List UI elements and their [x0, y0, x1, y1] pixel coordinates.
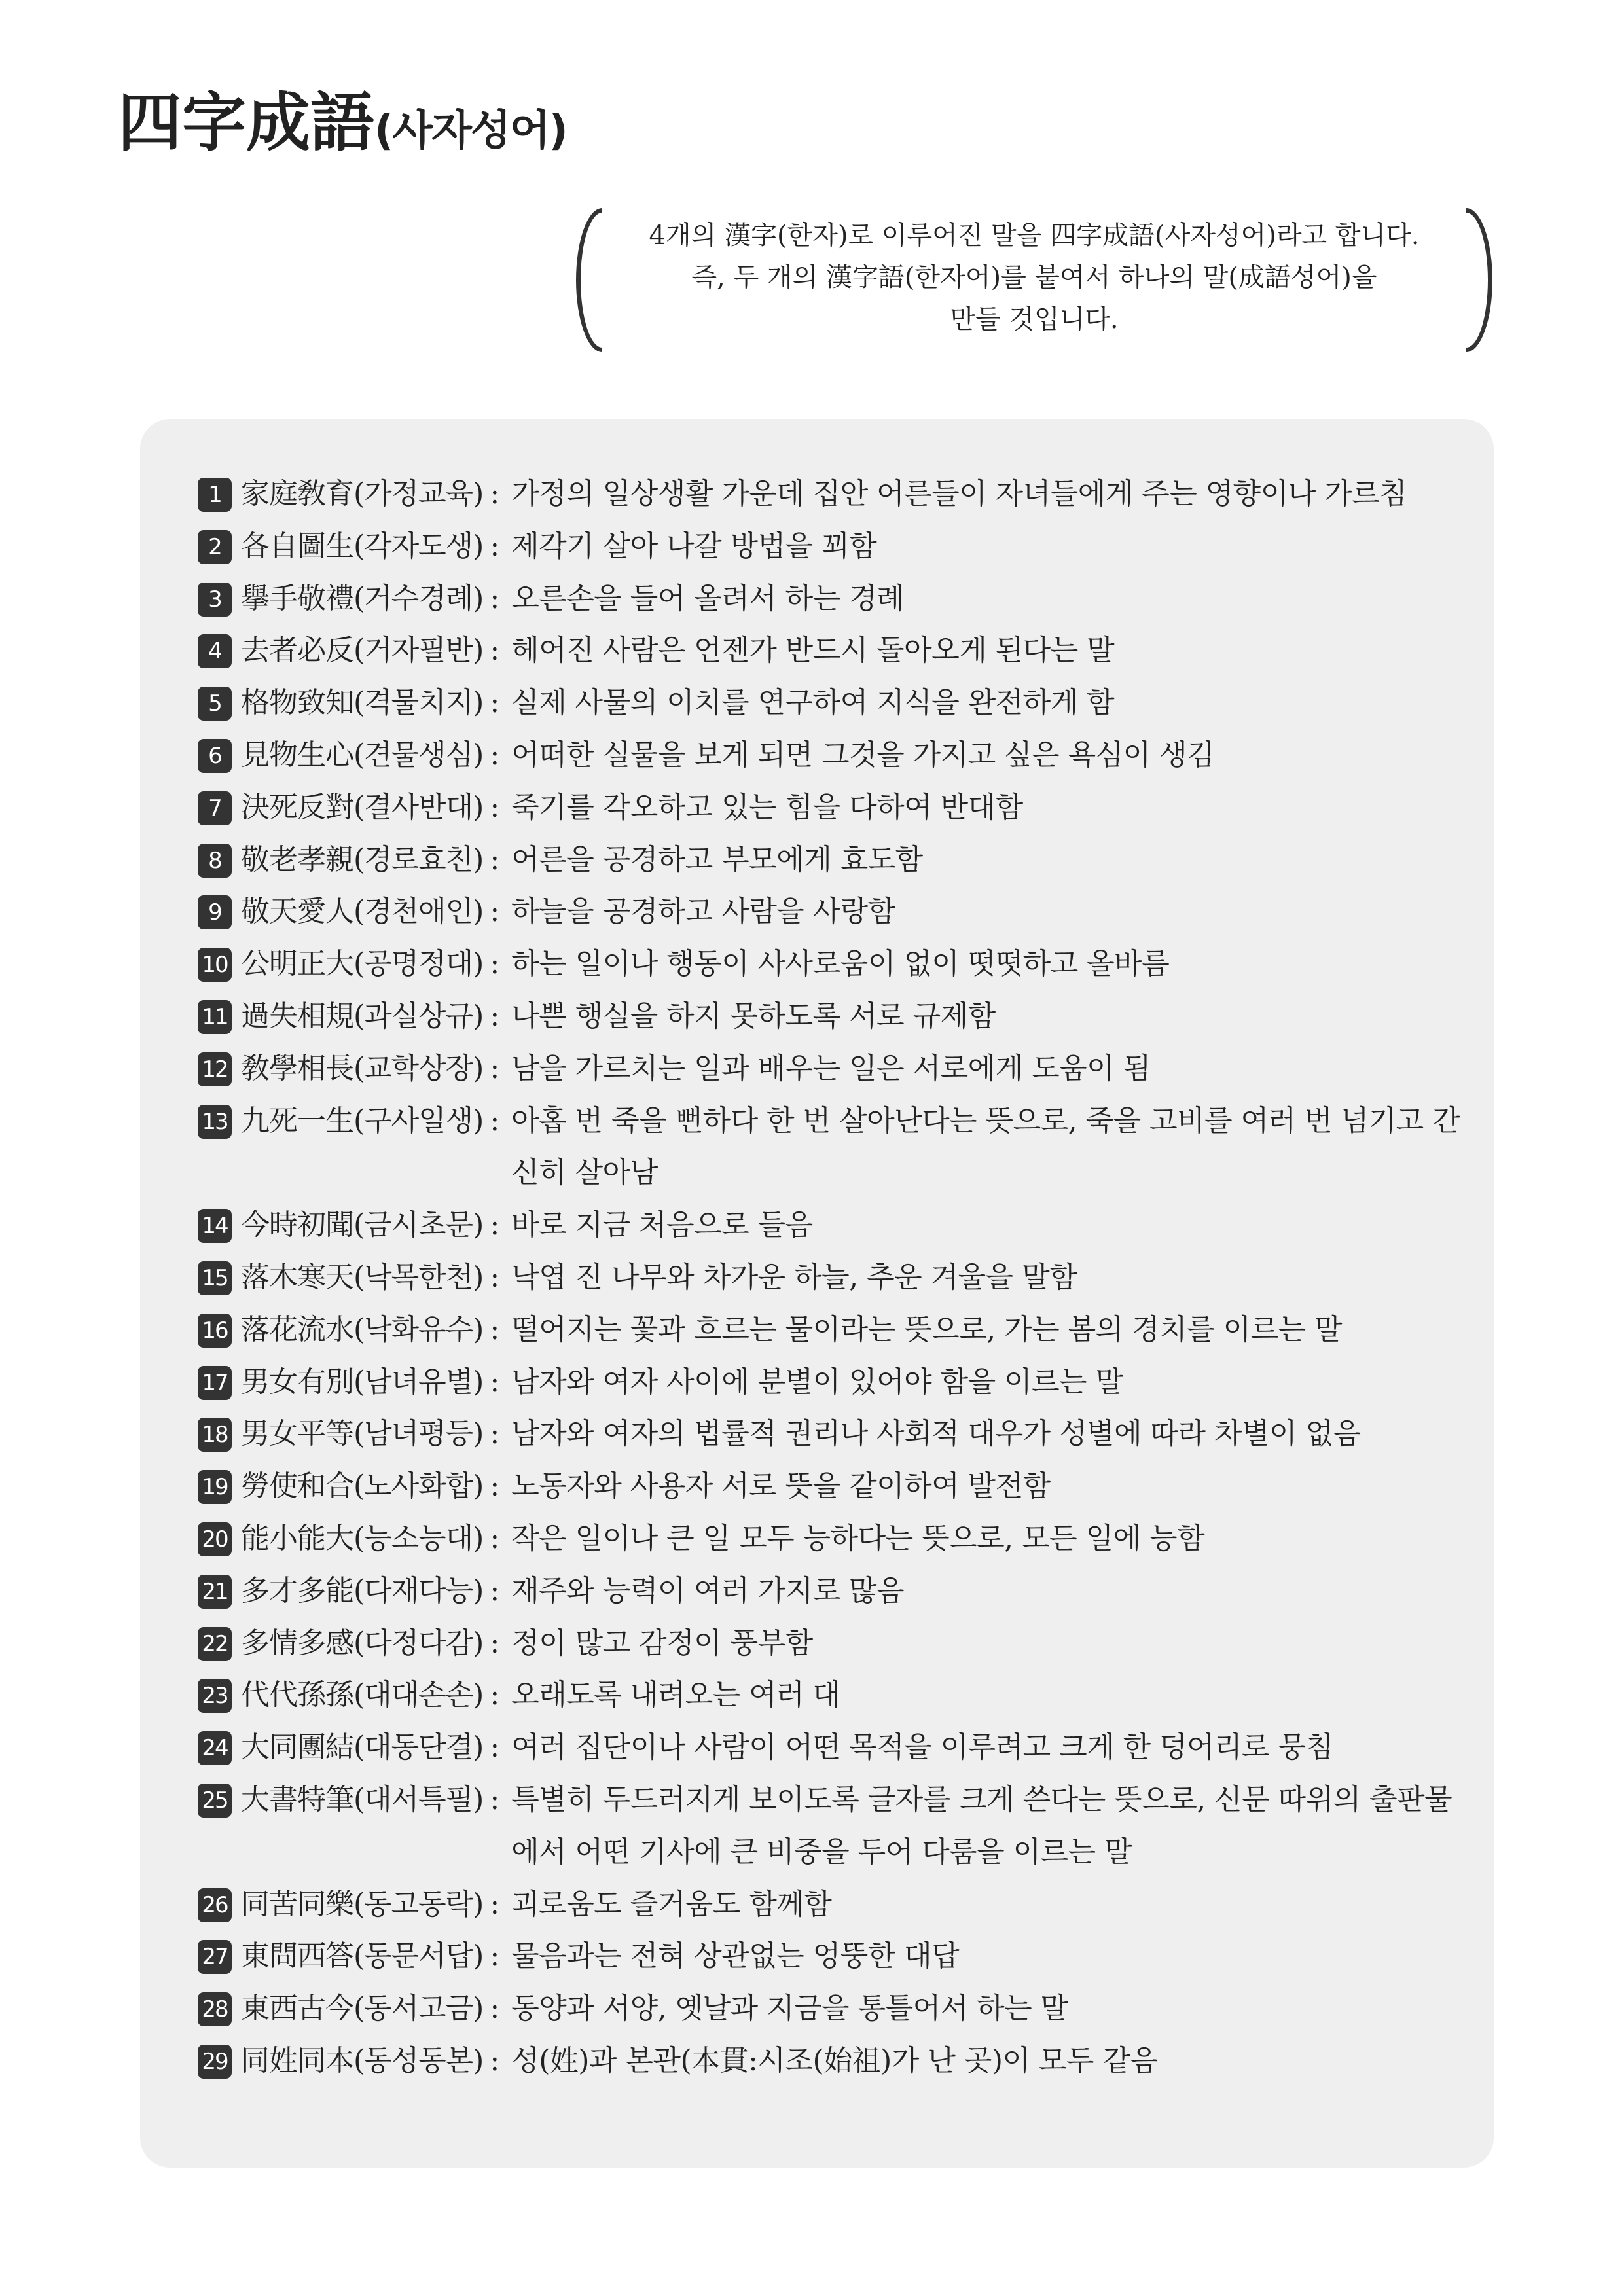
idiom-entry — [198, 1774, 1474, 1878]
idiom-definition: 바로 지금 처음으로 들음 — [511, 1208, 813, 1242]
entry-number-badge: 12 — [198, 1052, 232, 1086]
idiom-entry — [198, 1878, 1474, 1931]
idiom-definition: 괴로움도 즐거움도 함께함 — [511, 1887, 832, 1921]
idiom-definition: 하늘을 공경하고 사람을 사랑함 — [511, 895, 895, 929]
entry-number-badge: 6 — [198, 739, 232, 773]
intro-line: 즉, 두 개의 漢字語(한자어)를 붙여서 하나의 말(成語성어)을 — [691, 262, 1377, 293]
idiom-term: 過失相規(과실상규) — [241, 999, 484, 1033]
idiom-term: 敎學相長(교학상장) — [241, 1051, 484, 1085]
idiom-entry — [198, 1304, 1474, 1356]
idiom-term: 同姓同本(동성동본) — [241, 2043, 484, 2077]
idiom-head — [198, 1408, 511, 1460]
intro-box — [576, 208, 1492, 357]
entry-number-badge: 17 — [198, 1366, 232, 1400]
idiom-entry — [198, 834, 1474, 886]
idiom-definition: 물음과는 전혀 상관없는 엉뚱한 대답 — [511, 1939, 960, 1973]
entry-number-badge: 3 — [198, 583, 232, 617]
idiom-term: 家庭敎育(가정교육) — [241, 477, 484, 511]
idiom-definition: 나쁜 행실을 하지 못하도록 서로 규제함 — [511, 999, 996, 1033]
idiom-head — [198, 990, 511, 1043]
separator: : — [490, 947, 500, 981]
idiom-term: 大同團結(대동단결) — [241, 1731, 484, 1765]
idiom-definition: 죽기를 각오하고 있는 힘을 다하여 반대함 — [511, 790, 1023, 824]
separator: : — [490, 895, 500, 929]
idiom-definition: 남자와 여자의 법률적 권리나 사회적 대우가 성별에 따라 차별이 없음 — [511, 1417, 1361, 1451]
separator: : — [490, 2043, 500, 2077]
idiom-definition: 작은 일이나 큰 일 모두 능하다는 뜻으로, 모든 일에 능함 — [511, 1521, 1205, 1555]
idiom-definition: 특별히 두드러지게 보이도록 글자를 크게 쓴다는 뜻으로, 신문 따위의 출판물에서 어떤 기사에 큰 비중을 두어 다룸을 이르는 말 — [511, 1782, 1453, 1869]
idiom-head — [198, 886, 511, 938]
idiom-entry — [198, 990, 1474, 1043]
entry-number-badge: 26 — [198, 1888, 232, 1922]
separator: : — [490, 1626, 500, 1660]
entry-number-badge: 24 — [198, 1731, 232, 1765]
idiom-definition: 여러 집단이나 사람이 어떤 목적을 이루려고 크게 한 덩어리로 뭉침 — [511, 1731, 1333, 1765]
idiom-definition: 낙엽 진 나무와 차가운 하늘, 추운 겨울을 말함 — [511, 1260, 1077, 1294]
idiom-entry — [198, 1721, 1474, 1774]
idiom-term: 男女有別(남녀유별) — [241, 1365, 484, 1399]
idiom-entry — [198, 1356, 1474, 1408]
idiom-term: 東問西答(동문서답) — [241, 1939, 484, 1973]
idiom-entry — [198, 1460, 1474, 1513]
idiom-term: 多情多感(다정다감) — [241, 1626, 484, 1660]
idiom-head — [198, 1878, 511, 1931]
page-title — [118, 86, 567, 161]
idiom-entry — [198, 1513, 1474, 1565]
idiom-entry — [198, 677, 1474, 729]
separator: : — [490, 634, 500, 668]
separator: : — [490, 1678, 500, 1712]
idiom-definition: 떨어지는 꽃과 흐르는 물이라는 뜻으로, 가는 봄의 경치를 이르는 말 — [511, 1312, 1343, 1346]
idiom-head — [198, 1513, 511, 1565]
entry-number-badge: 25 — [198, 1784, 232, 1818]
idiom-head — [198, 1304, 511, 1356]
right-bracket — [1466, 208, 1492, 352]
idiom-definition: 정이 많고 감정이 풍부함 — [511, 1626, 813, 1660]
entry-number-badge: 29 — [198, 2045, 232, 2079]
separator: : — [490, 790, 500, 824]
idiom-term: 男女平等(남녀평등) — [241, 1417, 484, 1451]
entry-number-badge: 13 — [198, 1105, 232, 1139]
idiom-head — [198, 2035, 511, 2087]
entry-number-badge: 8 — [198, 844, 232, 878]
separator: : — [490, 1521, 500, 1555]
entry-number-badge: 1 — [198, 478, 232, 512]
separator: : — [490, 1782, 500, 1816]
entry-number-badge: 21 — [198, 1575, 232, 1609]
entry-number-badge: 27 — [198, 1940, 232, 1974]
idiom-entry — [198, 781, 1474, 834]
idiom-entry — [198, 886, 1474, 938]
idiom-definition: 동양과 서양, 옛날과 지금을 통틀어서 하는 말 — [511, 1992, 1068, 2026]
idiom-entry — [198, 1199, 1474, 1251]
idiom-head — [198, 1043, 511, 1095]
idiom-definition: 제각기 살아 나갈 방법을 꾀함 — [511, 529, 877, 563]
entry-number-badge: 10 — [198, 948, 232, 982]
idiom-head — [198, 1251, 511, 1304]
idiom-definition: 성(姓)과 본관(本貫:시조(始祖)가 난 곳)이 모두 같음 — [511, 2043, 1158, 2077]
idiom-term: 大書特筆(대서특필) — [241, 1782, 484, 1816]
idiom-definition: 어른을 공경하고 부모에게 효도함 — [511, 842, 923, 876]
idiom-head — [198, 1774, 511, 1878]
idiom-definition: 가정의 일상생활 가운데 집안 어른들이 자녀들에게 주는 영향이나 가르침 — [511, 477, 1407, 511]
idiom-definition: 노동자와 사용자 서로 뜻을 같이하여 발전함 — [511, 1469, 1051, 1503]
idiom-head — [198, 1356, 511, 1408]
entry-number-badge: 5 — [198, 687, 232, 721]
idiom-head — [198, 729, 511, 781]
idiom-head — [198, 520, 511, 573]
entry-number-badge: 9 — [198, 895, 232, 929]
intro-line: 만들 것입니다. — [950, 304, 1119, 334]
intro-line: 4개의 漢字(한자)로 이루어진 말을 四字成語(사자성어)라고 합니다. — [649, 221, 1420, 251]
separator: : — [490, 1887, 500, 1921]
entry-number-badge: 7 — [198, 791, 232, 825]
idiom-entry — [198, 1669, 1474, 1721]
idiom-head — [198, 938, 511, 990]
idiom-head — [198, 573, 511, 625]
idiom-term: 見物生心(견물생심) — [241, 738, 484, 772]
idiom-entry — [198, 1930, 1474, 1982]
entry-number-badge: 19 — [198, 1470, 232, 1504]
idiom-definition: 아홉 번 죽을 뻔하다 한 번 살아난다는 뜻으로, 죽을 고비를 여러 번 넘기고 간신히 살아남 — [511, 1103, 1460, 1190]
separator: : — [490, 581, 500, 615]
idiom-head — [198, 677, 511, 729]
idiom-definition: 남자와 여자 사이에 분별이 있어야 함을 이르는 말 — [511, 1365, 1123, 1399]
idiom-entry — [198, 938, 1474, 990]
entry-number-badge: 15 — [198, 1261, 232, 1295]
separator: : — [490, 1312, 500, 1346]
entry-number-badge: 4 — [198, 634, 232, 668]
idiom-list — [198, 468, 1474, 2087]
separator: : — [490, 1051, 500, 1085]
separator: : — [490, 1417, 500, 1451]
entry-number-badge: 2 — [198, 530, 232, 564]
idiom-head — [198, 1617, 511, 1670]
separator: : — [490, 1731, 500, 1765]
intro-text — [615, 215, 1453, 340]
idiom-entry — [198, 1617, 1474, 1670]
left-bracket — [576, 208, 602, 352]
idiom-term: 能小能大(능소능대) — [241, 1521, 484, 1555]
idiom-head — [198, 1669, 511, 1721]
separator: : — [490, 1939, 500, 1973]
title-hangul: (사자성어) — [374, 107, 567, 156]
idiom-term: 各自圖生(각자도생) — [241, 529, 484, 563]
idiom-entry — [198, 1408, 1474, 1460]
idiom-term: 格物致知(격물치지) — [241, 686, 484, 720]
separator: : — [490, 1103, 500, 1138]
idiom-entry — [198, 729, 1474, 781]
idiom-term: 決死反對(결사반대) — [241, 790, 484, 824]
idiom-definition: 남을 가르치는 일과 배우는 일은 서로에게 도움이 됨 — [511, 1051, 1151, 1085]
idiom-entry — [198, 468, 1474, 520]
idiom-term: 公明正大(공명정대) — [241, 947, 484, 981]
idiom-head — [198, 624, 511, 677]
idiom-definition: 실제 사물의 이치를 연구하여 지식을 완전하게 함 — [511, 686, 1115, 720]
separator: : — [490, 686, 500, 720]
idiom-head — [198, 1721, 511, 1774]
idiom-term: 去者必反(거자필반) — [241, 634, 484, 668]
idiom-entry — [198, 1565, 1474, 1617]
idiom-entry — [198, 520, 1474, 573]
entry-number-badge: 23 — [198, 1679, 232, 1713]
idiom-head — [198, 781, 511, 834]
entry-number-badge: 14 — [198, 1209, 232, 1243]
idiom-head — [198, 468, 511, 520]
entry-number-badge: 16 — [198, 1314, 232, 1348]
separator: : — [490, 999, 500, 1033]
idiom-definition: 오른손을 들어 올려서 하는 경례 — [511, 581, 905, 615]
idiom-term: 敬天愛人(경천애인) — [241, 895, 484, 929]
separator: : — [490, 1260, 500, 1294]
idiom-term: 落花流水(낙화유수) — [241, 1312, 484, 1346]
idiom-head — [198, 834, 511, 886]
title-hanja: 四字成語 — [118, 86, 375, 161]
idiom-term: 今時初聞(금시초문) — [241, 1208, 484, 1242]
idiom-entry — [198, 1095, 1474, 1200]
separator: : — [490, 529, 500, 563]
idiom-head — [198, 1565, 511, 1617]
idiom-term: 擧手敬禮(거수경례) — [241, 581, 484, 615]
idiom-definition: 오래도록 내려오는 여러 대 — [511, 1678, 840, 1712]
entry-number-badge: 20 — [198, 1522, 232, 1556]
idiom-definition: 헤어진 사람은 언젠가 반드시 돌아오게 된다는 말 — [511, 634, 1115, 668]
idiom-head — [198, 1930, 511, 1982]
entry-number-badge: 28 — [198, 1992, 232, 2026]
idiom-entry — [198, 2035, 1474, 2087]
idiom-term: 東西古今(동서고금) — [241, 1992, 484, 2026]
separator: : — [490, 738, 500, 772]
idiom-entry — [198, 624, 1474, 677]
idiom-term: 代代孫孫(대대손손) — [241, 1678, 484, 1712]
entry-number-badge: 11 — [198, 1000, 232, 1034]
separator: : — [490, 1573, 500, 1607]
idiom-head — [198, 1095, 511, 1200]
idiom-entry — [198, 1251, 1474, 1304]
entry-number-badge: 22 — [198, 1627, 232, 1661]
idiom-term: 敬老孝親(경로효친) — [241, 842, 484, 876]
idiom-head — [198, 1982, 511, 2035]
separator: : — [490, 1365, 500, 1399]
entry-number-badge: 18 — [198, 1418, 232, 1452]
idiom-term: 九死一生(구사일생) — [241, 1103, 484, 1138]
idiom-term: 同苦同樂(동고동락) — [241, 1887, 484, 1921]
idiom-entry — [198, 1043, 1474, 1095]
idiom-definition: 재주와 능력이 여러 가지로 많음 — [511, 1573, 905, 1607]
idiom-entry — [198, 1982, 1474, 2035]
idiom-term: 多才多能(다재다능) — [241, 1573, 484, 1607]
separator: : — [490, 477, 500, 511]
idiom-term: 落木寒天(낙목한천) — [241, 1260, 484, 1294]
idiom-definition: 어떠한 실물을 보게 되면 그것을 가지고 싶은 욕심이 생김 — [511, 738, 1215, 772]
separator: : — [490, 1992, 500, 2026]
separator: : — [490, 842, 500, 876]
idiom-definition: 하는 일이나 행동이 사사로움이 없이 떳떳하고 올바름 — [511, 947, 1170, 981]
idiom-term: 勞使和合(노사화합) — [241, 1469, 484, 1503]
idiom-head — [198, 1199, 511, 1251]
separator: : — [490, 1208, 500, 1242]
separator: : — [490, 1469, 500, 1503]
idiom-entry — [198, 573, 1474, 625]
idiom-head — [198, 1460, 511, 1513]
